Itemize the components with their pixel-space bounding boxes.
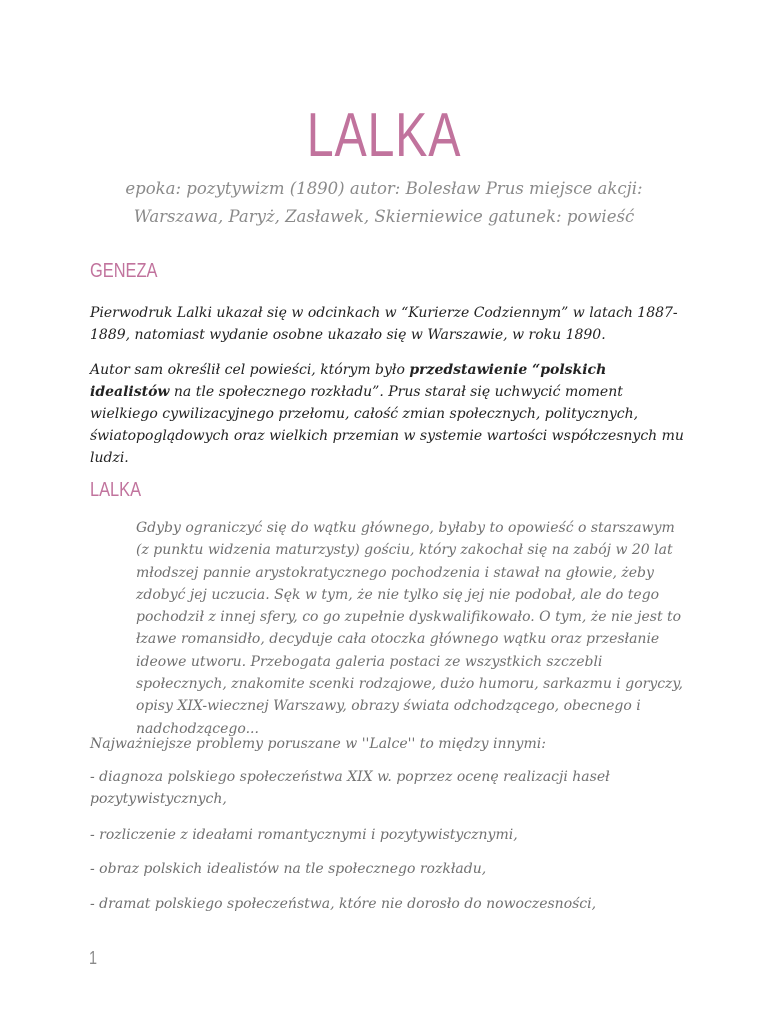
document-subtitle: epoka: pozytywizm (1890) autor: Bolesław Prus miejsce akcji: Warszawa, Paryż, Zasławek, Skierniewice gatunek: powieść — [125, 179, 643, 226]
section-heading-lalka: LALKA — [90, 479, 142, 501]
page-number: 1 — [89, 948, 98, 968]
problems-intro: Najważniejsze problemy poruszane w ''Lalce'' to między innymi: — [90, 736, 546, 752]
section-heading-geneza: GENEZA — [90, 260, 158, 282]
list-item: - diagnoza polskiego społeczeństwa XIX w. poprzez ocenę realizacji haseł pozytywistycznych, — [90, 769, 610, 807]
list-item: - rozliczenie z ideałami romantycznymi i pozytywistycznymi, — [90, 827, 518, 843]
lalka-quote: Gdyby ograniczyć się do wątku głównego, byłaby to opowieść o starszawym (z punktu widzenia maturzysty) gościu, który zakochał się na zabój w 20 lat młodszej pannie arystokratycznego pochodzenia i stawał na głowie, żeby zdobyć jej uczucia. Sęk w tym, że nie tylko się jej nie podobał, ale do tego pochodził z innej sfery, co go zupełnie dyskwalifikowało. O tym, że nie jest to łzawe romansidło, decyduje cała otoczka głównego wątku oraz przesłanie ideowe utworu. Przebogata galeria postaci ze wszystkich szczebli społecznych, znakomite scenki rodzajowe, dużo humoru, sarkazmu i goryczy, opisy XIX-wiecznej Warszawy, obrazy świata odchodzącego, obecnego i nadchodzącego... — [136, 520, 683, 737]
document-title: LALKA — [306, 101, 462, 170]
geneza-paragraph-2 — [90, 359, 690, 469]
geneza-paragraph-2-bold: przedstawienie “polskich idealistów — [90, 362, 607, 400]
geneza-paragraph-2-start: Autor sam określił cel powieści, którym było — [90, 362, 410, 378]
geneza-paragraph-1: Pierwodruk Lalki ukazał się w odcinkach w “Kurierze Codziennym” w latach 1887-1889, natomiast wydanie osobne ukazało się w Warszawie, w roku 1890. — [90, 305, 678, 343]
list-item: - obraz polskich idealistów na tle społecznego rozkładu, — [90, 861, 487, 877]
geneza-paragraph-2-end: na tle społecznego rozkładu”. Prus starał się uchwycić moment wielkiego cywilizacyjnego przełomu, całość zmian społecznych, politycznych, światopoglądowych oraz wielkich przemian w systemie wartości współczesnych mu ludzi. — [90, 384, 684, 466]
list-item: - dramat polskiego społeczeństwa, które nie dorosło do nowoczesności, — [90, 896, 597, 912]
